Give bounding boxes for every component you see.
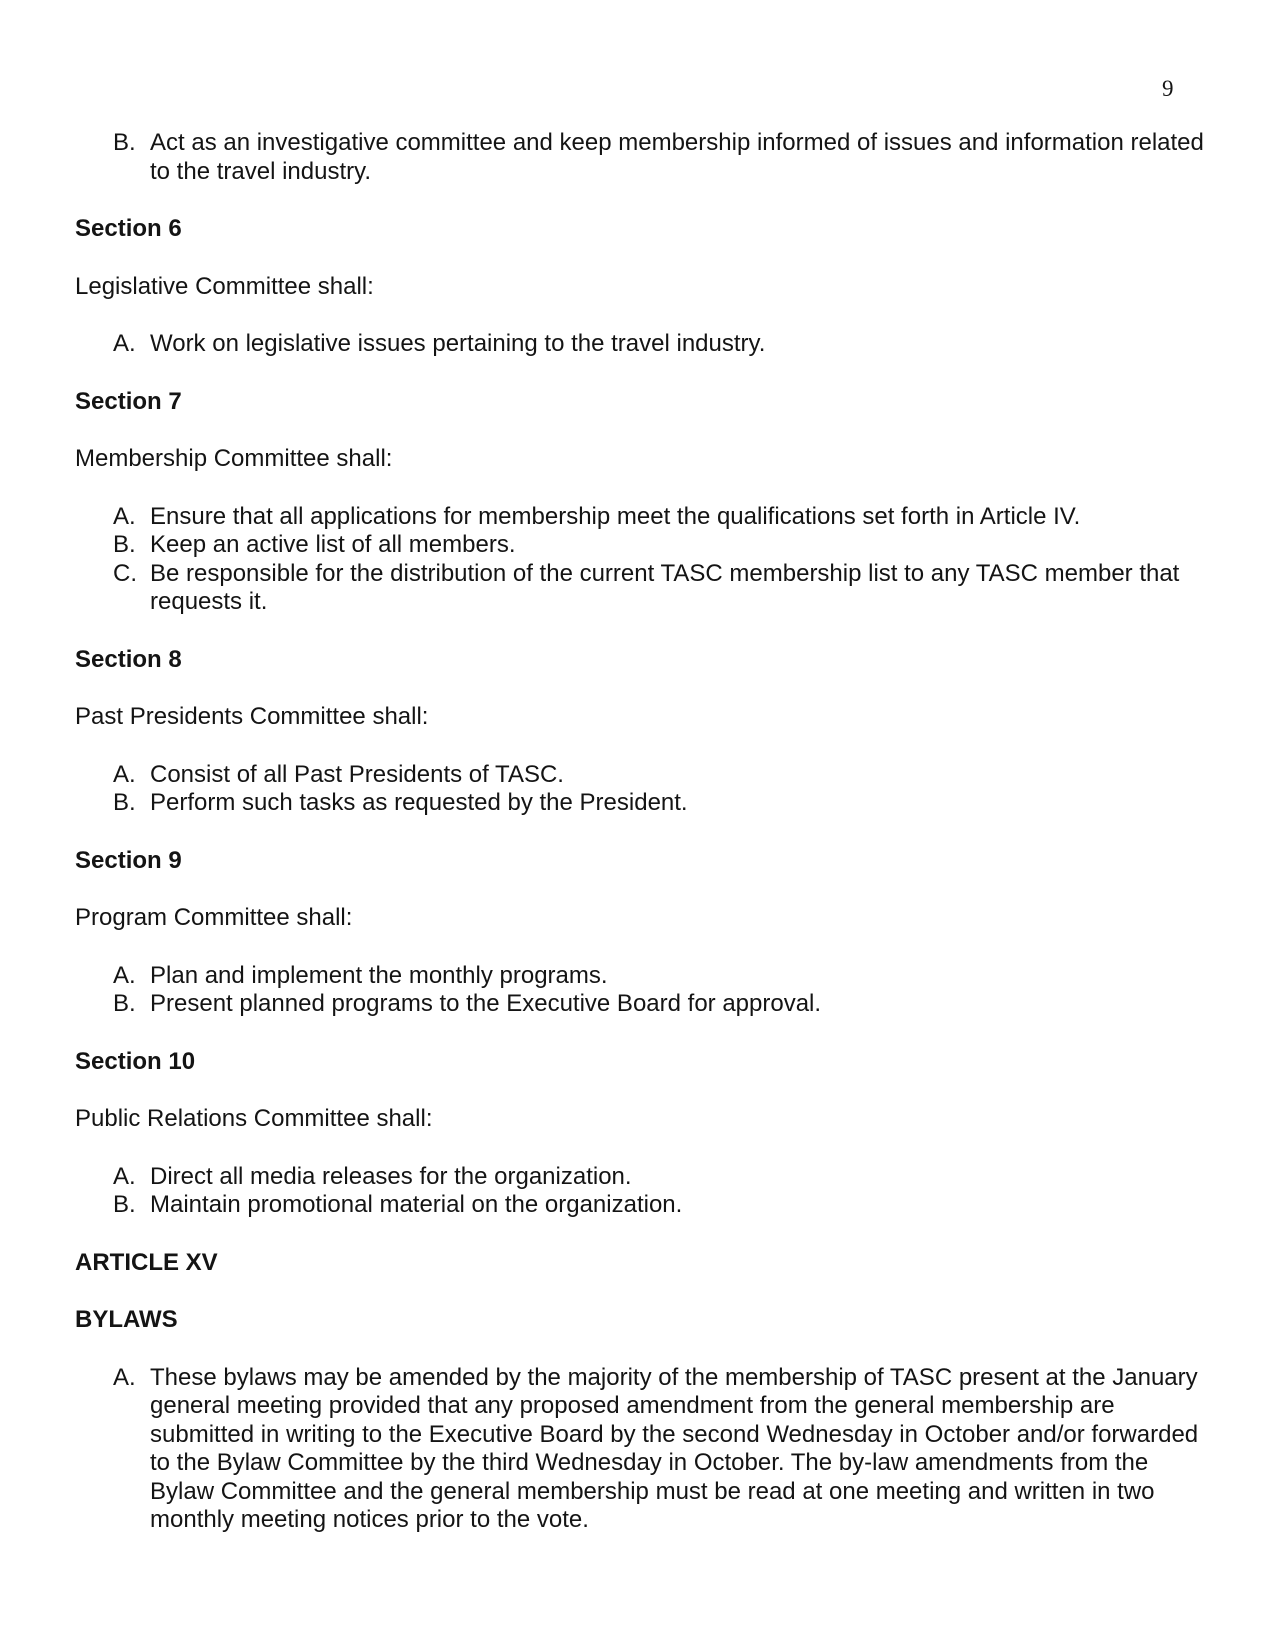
list-marker: A. xyxy=(113,1162,136,1190)
section-list xyxy=(75,330,1205,359)
list-marker: A. xyxy=(113,760,136,788)
list-item-text: Ensure that all applications for membership meet the qualifications set forth in Article IV. xyxy=(150,502,1081,530)
section-heading: Section 6 xyxy=(75,215,182,242)
section-intro: Public Relations Committee shall: xyxy=(75,1105,433,1132)
list-marker: B. xyxy=(113,990,136,1017)
list-item xyxy=(113,789,1205,818)
list-item-text: Direct all media releases for the organization. xyxy=(150,1162,632,1190)
list-item xyxy=(113,503,1205,532)
section-list xyxy=(75,1163,1205,1220)
list-item-text: Present planned programs to the Executive Board for approval. xyxy=(150,990,822,1017)
list-item-text: Be responsible for the distribution of the current TASC membership list to any TASC member that requests it. xyxy=(150,559,1180,615)
list-item xyxy=(113,129,1205,186)
list-marker: A. xyxy=(113,961,136,989)
list-marker: C. xyxy=(113,559,137,587)
list-marker: B. xyxy=(113,1191,136,1218)
list-item xyxy=(113,990,1205,1019)
list-marker: A. xyxy=(113,1363,136,1391)
section-intro: Membership Committee shall: xyxy=(75,445,393,472)
list-item-text: Plan and implement the monthly programs. xyxy=(150,961,608,989)
section-heading: Section 8 xyxy=(75,645,182,673)
section-intro: Past Presidents Committee shall: xyxy=(75,703,429,730)
list-item-text: Perform such tasks as requested by the President. xyxy=(150,789,688,816)
list-item-text: These bylaws may be amended by the majority of the membership of TASC present at the January general meeting provided that any proposed amendment from the general membership are submitted in writing to the Executive Board by the second Wednesday in October and/or forwarded to the Bylaw Committee by the third Wednesday in October. The by-law amendments from the Bylaw Committee and the general membership must be read at one meeting and written in two monthly meeting notices prior to the vote. xyxy=(150,1363,1199,1533)
list-marker: A. xyxy=(113,502,136,530)
list-marker: B. xyxy=(113,531,136,558)
section-list xyxy=(75,761,1205,818)
list-item xyxy=(113,962,1205,991)
document-body xyxy=(75,129,1205,1535)
article-title: ARTICLE XV xyxy=(75,1248,218,1276)
list-item xyxy=(113,1163,1205,1192)
section-intro: Program Committee shall: xyxy=(75,904,353,931)
section-list xyxy=(75,962,1205,1019)
list-item-text: Work on legislative issues pertaining to the travel industry. xyxy=(150,330,766,357)
list-marker: B. xyxy=(113,789,136,816)
list-marker: B. xyxy=(113,129,136,156)
list-item-text: Keep an active list of all members. xyxy=(150,531,516,558)
list-item xyxy=(113,1191,1205,1220)
article-subtitle: BYLAWS xyxy=(75,1306,178,1333)
list-item xyxy=(113,761,1205,790)
article-list xyxy=(75,1364,1205,1535)
list-item xyxy=(113,330,1205,359)
list-marker: A. xyxy=(113,330,136,357)
section-heading: Section 7 xyxy=(75,387,182,415)
list-item xyxy=(113,531,1205,560)
list-item-text: Consist of all Past Presidents of TASC. xyxy=(150,760,564,788)
section-heading: Section 10 xyxy=(75,1047,196,1075)
page-number: 9 xyxy=(1162,76,1174,101)
list-item-text: Act as an investigative committee and keep membership informed of issues and information related to the travel industry. xyxy=(150,129,1204,185)
section-list xyxy=(75,503,1205,617)
list-item-text: Maintain promotional material on the organization. xyxy=(150,1191,683,1218)
section-heading: Section 9 xyxy=(75,846,182,874)
list-item xyxy=(113,560,1205,617)
section-intro: Legislative Committee shall: xyxy=(75,272,374,300)
list-item xyxy=(113,1364,1205,1535)
continued-list xyxy=(75,129,1205,186)
